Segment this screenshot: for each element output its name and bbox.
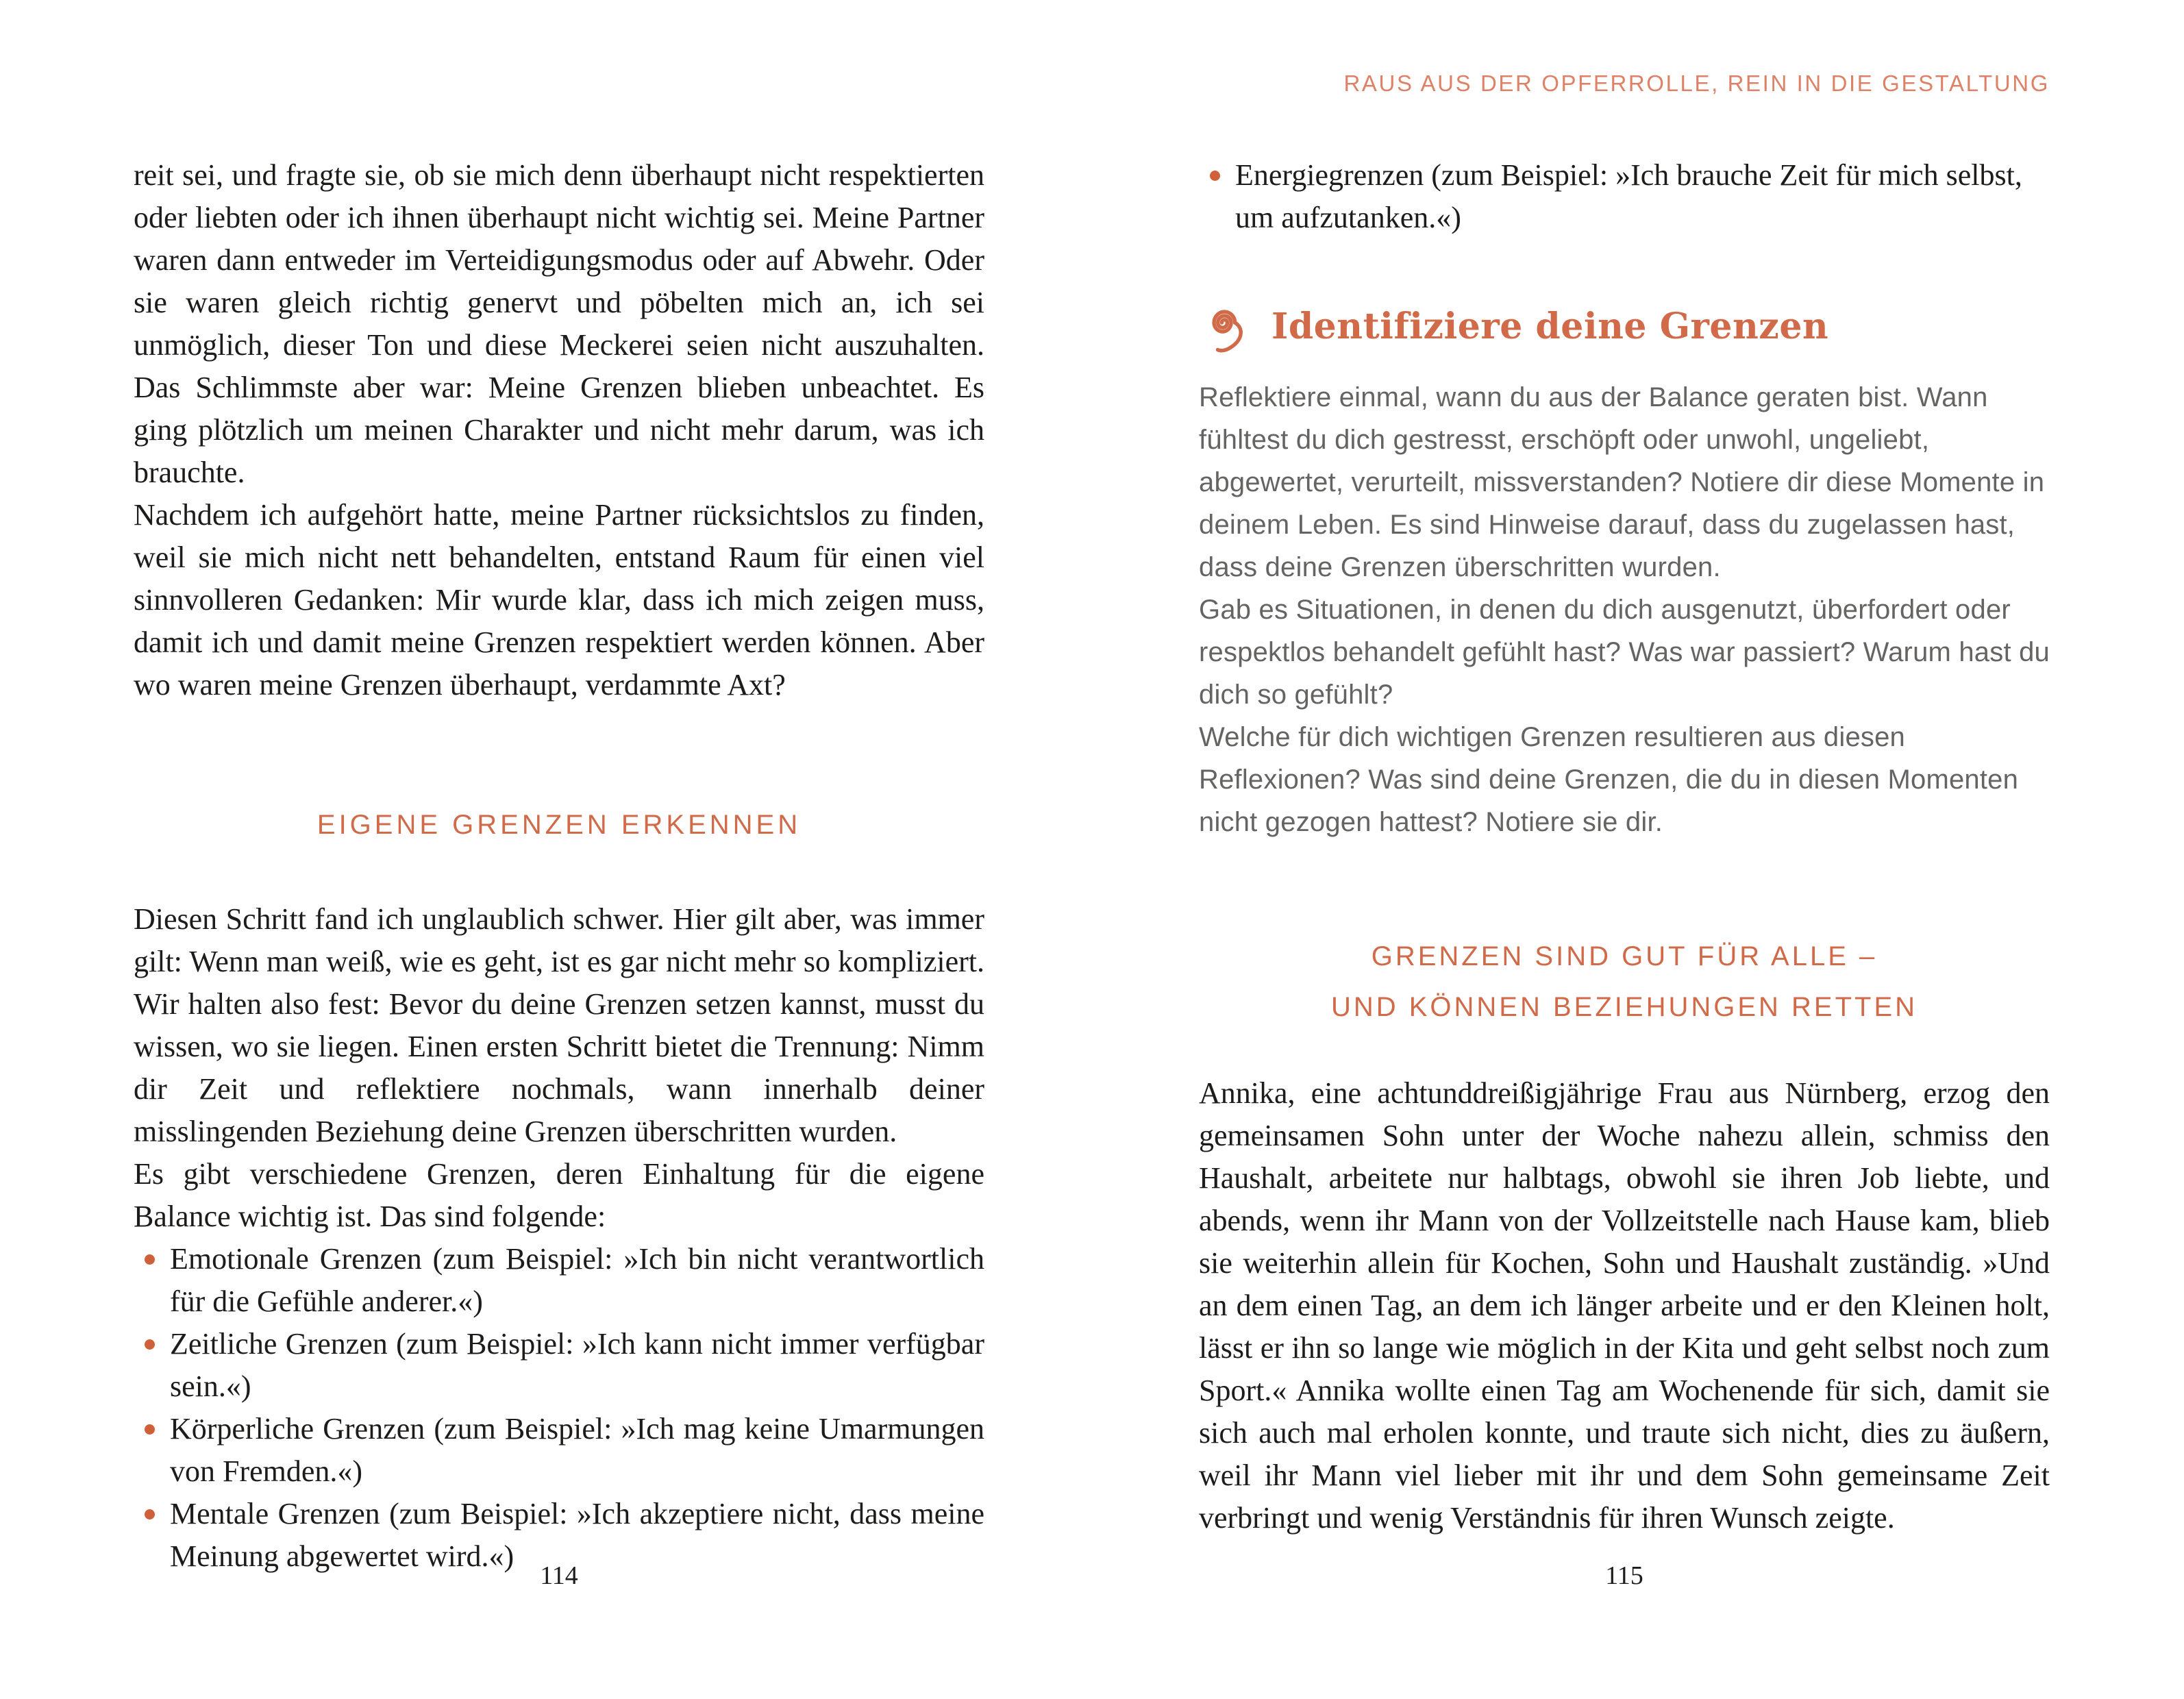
- paragraph: Nachdem ich aufgehört hatte, meine Partner rücksichtslos zu finden, weil sie mich nicht nett behandelten, entstand Raum für einen viel sinnvolleren Gedanken: Mir wurde klar, dass ich mich zeigen muss, damit ich und damit meine Grenzen respektiert werden können. Aber wo waren meine Grenzen überhaupt, verdammte Axt?: [134, 498, 984, 702]
- page-number-left: 114: [540, 1561, 578, 1590]
- section-heading-line: UND KÖNNEN BEZIEHUNGEN RETTEN: [1330, 992, 1918, 1022]
- section-heading-grenzen-sind-gut: [1199, 931, 2050, 1032]
- exercise-paragraph: Welche für dich wichtigen Grenzen resultieren aus diesen Reflexionen? Was sind deine Grenzen, die du in diesen Momenten nicht gezogen hattest? Notiere sie dir.: [1199, 722, 2019, 837]
- exercise-paragraph: Reflektiere einmal, wann du aus der Balance geraten bist. Wann fühltest du dich gestresst, erschöpft oder unwohl, ungeliebt, abgewertet, verurteilt, missverstanden? Notiere dir diese Momente in deinem Leben. Es sind Hinweise darauf, dass du zugelassen hast, dass deine Grenzen überschritten wurden.: [1199, 382, 2045, 582]
- spiral-icon: [1199, 295, 1251, 358]
- list-item-text: Körperliche Grenzen (zum Beispiel: »Ich mag keine Umarmungen von Fremden.«): [170, 1412, 984, 1488]
- section-heading-line: GRENZEN SIND GUT FÜR ALLE –: [1371, 941, 1878, 971]
- bullet-dot-icon: [145, 1254, 155, 1265]
- paragraph: Diesen Schritt fand ich unglaublich schwer. Hier gilt aber, was immer gilt: Wenn man weiß, wie es geht, ist es gar nicht mehr so kompliziert. Wir halten also fest: Bevor du deine Grenzen setzen kannst, musst du wissen, wo sie liegen. Einen ersten Schritt bietet die Trennung: Nimm dir Zeit und reflektiere nochmals, wann innerhalb deiner misslingenden Beziehung deine Grenzen überschritten wurden.: [134, 902, 984, 1148]
- list-item-text: Mentale Grenzen (zum Beispiel: »Ich akzeptiere nicht, dass meine Meinung abgewertet wird.«): [170, 1497, 984, 1573]
- list-item-text: Energiegrenzen (zum Beispiel: »Ich brauche Zeit für mich selbst, um aufzutanken.«): [1235, 158, 2022, 234]
- right-text-column: [1199, 0, 2050, 1539]
- paragraph: Annika, eine achtunddreißigjährige Frau aus Nürnberg, erzog den gemeinsamen Sohn unter der Woche nahezu allein, schmiss den Haushalt, arbeitete nur halbtags, obwohl sie ihren Job liebte, und abends, wenn ihr Mann von der Vollzeitstelle nach Hause kam, blieb sie weiterhin allein für Kochen, Sohn und Haushalt zuständig. »Und an dem einen Tag, an dem ich länger arbeite und er den Kleinen holt, lässt er ihn so lange wie möglich in der Kita und geht selbst noch zum Sport.« Annika wollte einen Tag am Wochenende für sich, damit sie sich auch mal erholen konnte, und traute sich nicht, dies zu äußern, weil ihr Mann viel lieber mit ihr und dem Sohn gemeinsame Zeit verbringt und wenig Verständnis für ihren Wunsch zeigte.: [1199, 1076, 2050, 1535]
- paragraph: reit sei, und fragte sie, ob sie mich denn überhaupt nicht respektierten oder liebten oder ich ihnen überhaupt nicht wichtig sei. Meine Partner waren dann entweder im Verteidigungsmodus oder auf Abwehr. Oder sie waren gleich richtig genervt und pöbelten mich an, ich sei unmöglich, dieser Ton und diese Meckerei seien nicht auszuhalten. Das Schlimmste aber war: Meine Grenzen blieben unbeachtet. Es ging plötzlich um meinen Charakter und nicht mehr darum, was ich brauchte.: [134, 158, 984, 489]
- bullet-dot-icon: [1210, 171, 1220, 181]
- boundary-types-list: [134, 1238, 984, 1578]
- left-text-column: [134, 0, 984, 1578]
- boundary-types-list-continued: [1199, 154, 2050, 239]
- bullet-dot-icon: [145, 1339, 155, 1350]
- paragraph: Es gibt verschiedene Grenzen, deren Einhaltung für die eigene Balance wichtig ist. Das sind folgende:: [134, 1157, 984, 1233]
- exercise-title: Identifiziere deine Grenzen: [1271, 306, 1829, 347]
- page-number-right: 115: [1605, 1561, 1643, 1590]
- exercise-header: [1199, 295, 2050, 358]
- page-right: [1092, 0, 2184, 1699]
- exercise-paragraph: Gab es Situationen, in denen du dich ausgenutzt, überfordert oder respektlos behandelt gefühlt hast? Was war passiert? Warum hast du dich so gefühlt?: [1199, 595, 2050, 710]
- list-item: [134, 1238, 984, 1323]
- bullet-dot-icon: [145, 1424, 155, 1435]
- list-item-text: Zeitliche Grenzen (zum Beispiel: »Ich kann nicht immer verfügbar sein.«): [170, 1327, 984, 1403]
- bullet-dot-icon: [145, 1509, 155, 1520]
- list-item: [134, 1323, 984, 1408]
- list-item: [1199, 154, 2050, 239]
- list-item: [134, 1408, 984, 1493]
- running-header: RAUS AUS DER OPFERROLLE, REIN IN DIE GESTALTUNG: [1343, 71, 2050, 96]
- list-item-text: Emotionale Grenzen (zum Beispiel: »Ich bin nicht verantwortlich für die Gefühle anderer.«): [170, 1242, 984, 1318]
- section-heading-eigene-grenzen: EIGENE GRENZEN ERKENNEN: [317, 810, 802, 840]
